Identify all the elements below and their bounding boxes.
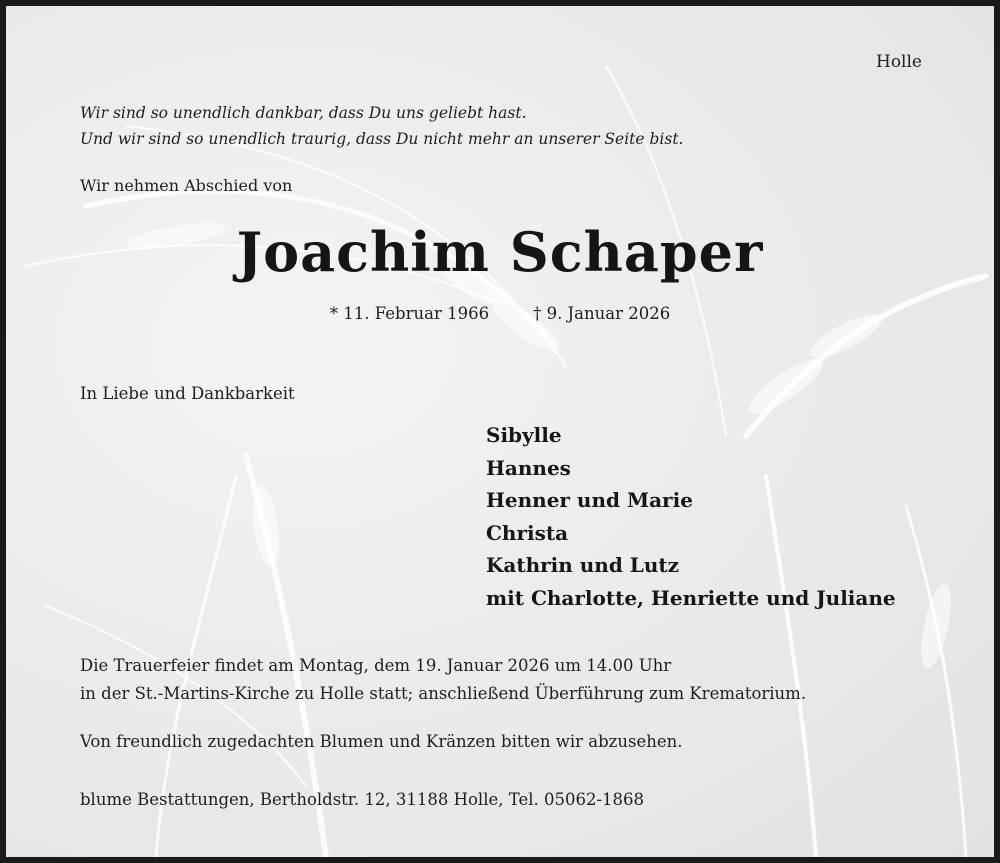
death-date: † 9. Januar 2026 bbox=[533, 304, 671, 323]
deceased-name: Joachim Schaper bbox=[236, 220, 764, 284]
funeral-info-line: in der St.-Martins-Kirche zu Holle statt; anschließend Überführung zum Krematorium. bbox=[80, 684, 807, 703]
family-member: Hannes bbox=[486, 455, 571, 480]
family-member: Kathrin und Lutz bbox=[486, 553, 679, 577]
closing-phrase: In Liebe und Dankbarkeit bbox=[80, 384, 295, 403]
flowers-note: Von freundlich zugedachten Blumen und Kränzen bitten wir abzusehen. bbox=[80, 732, 683, 751]
farewell-intro: Wir nehmen Abschied von bbox=[80, 176, 293, 195]
life-dates bbox=[6, 304, 994, 323]
undertaker-contact: blume Bestattungen, Bertholdstr. 12, 31188 Holle, Tel. 05062-1868 bbox=[80, 790, 645, 809]
verse-line: Und wir sind so unendlich traurig, dass Du nicht mehr an unserer Seite bist. bbox=[80, 130, 684, 148]
birth-date: * 11. Februar 1966 bbox=[329, 304, 490, 323]
family-member: Sibylle bbox=[486, 423, 562, 447]
place-name: Holle bbox=[876, 52, 922, 72]
funeral-info bbox=[80, 652, 806, 708]
memorial-verse bbox=[80, 100, 683, 152]
family-list bbox=[486, 419, 896, 614]
family-member: Henner und Marie bbox=[486, 488, 693, 512]
verse-line: Wir sind so unendlich dankbar, dass Du uns geliebt hast. bbox=[80, 104, 527, 122]
family-member: Christa bbox=[486, 520, 569, 545]
family-member: mit Charlotte, Henriette und Juliane bbox=[486, 585, 896, 610]
funeral-info-line: Die Trauerfeier findet am Montag, dem 19. Januar 2026 um 14.00 Uhr bbox=[80, 656, 672, 675]
